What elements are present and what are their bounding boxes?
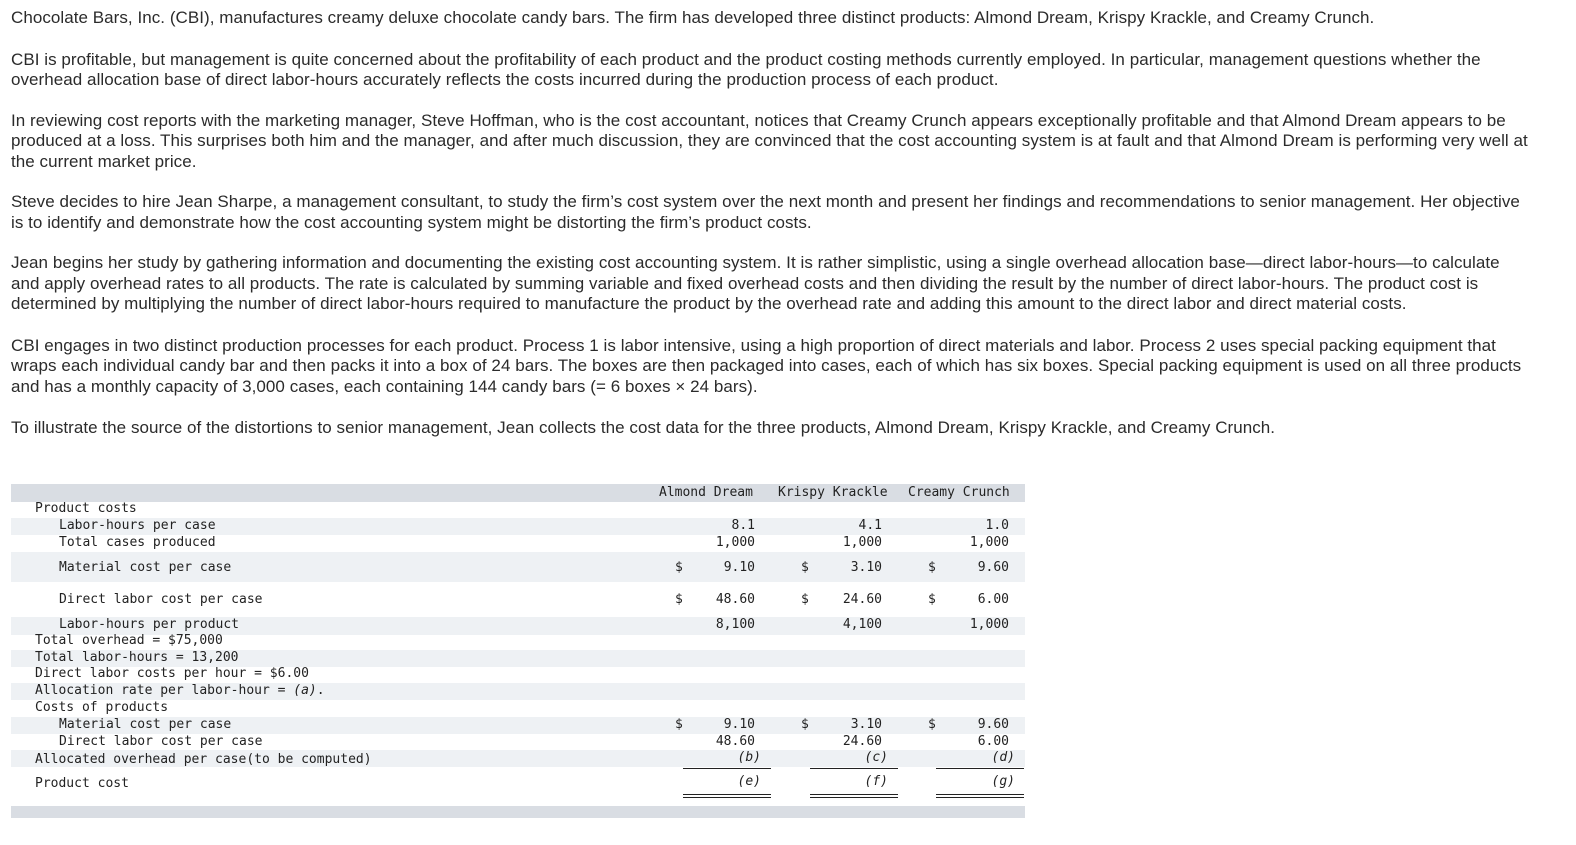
header-creamy-crunch: Creamy Crunch (908, 485, 1010, 500)
cell-costs-direct-labor-krispy: 24.60 (842, 734, 882, 749)
dollar-sign: $ (801, 717, 809, 732)
label-labor-hours-per-product: Labor-hours per product (59, 617, 240, 632)
allocation-rate-suffix: . (316, 683, 325, 698)
cell-allocated-overhead-krispy: (c) (864, 750, 888, 765)
problem-text (11, 8, 1531, 439)
cell-costs-material-almond: 9.10 (723, 717, 755, 732)
cell-product-cost-creamy: (g) (991, 774, 1015, 789)
label-direct-labor-cost-per-case: Direct labor cost per case (59, 592, 263, 607)
cell-labor-hours-krispy: 4.1 (858, 518, 882, 533)
cell-cases-creamy: 1,000 (969, 535, 1009, 550)
cell-costs-material-creamy: 9.60 (977, 717, 1009, 732)
label-direct-labor-cost-per-case-2: Direct labor cost per case (59, 734, 263, 749)
cell-labor-hours-creamy: 1.0 (985, 518, 1009, 533)
cell-material-almond: 9.10 (723, 560, 755, 575)
cell-labor-hours-product-almond: 8,100 (715, 617, 755, 632)
cell-cases-almond: 1,000 (715, 535, 755, 550)
cell-material-krispy: 3.10 (850, 560, 882, 575)
dollar-sign: $ (928, 592, 936, 607)
label-total-overhead: Total overhead = $75,000 (35, 633, 223, 648)
cell-labor-hours-product-krispy: 4,100 (842, 617, 882, 632)
label-total-labor-hours: Total labor-hours = 13,200 (35, 650, 239, 665)
cell-product-cost-krispy: (f) (864, 774, 888, 789)
dollar-sign: $ (928, 560, 936, 575)
cell-costs-direct-labor-almond: 48.60 (715, 734, 755, 749)
label-product-costs: Product costs (35, 501, 137, 516)
total-double-underline (810, 794, 898, 798)
paragraph-cost-system: Jean begins her study by gathering information and documenting the existing cost accounting system. It is rather simplistic, using a single overhead allocation base—direct labor-hours—to calculate and apply overhead rates to all products. The rate is calculated by summing variable and fixed overhead costs and then dividing the result by the number of direct labor-hours. The product cost is determined by multiplying the number of direct labor-hours required to manufacture the product by the overhead rate and adding this amount to the direct labor and direct material costs. (11, 253, 1500, 313)
paragraph-profitability: CBI is profitable, but management is quite concerned about the profitability of each product and the product costing methods currently employed. In particular, management questions whether the overhead allocation base of direct labor-hours accurately reflects the costs incurred during the production process of each product. (11, 49, 1481, 89)
paragraph-cost-reports: In reviewing cost reports with the marketing manager, Steve Hoffman, who is the cost accountant, notices that Creamy Crunch appears exceptionally profitable and that Almond Dream appears to be produced at a loss. This surprises both him and the manager, and after much discussion, they are convinced that the cost accounting system is at fault and that Almond Dream is performing very well at the current market price. (11, 110, 1528, 171)
subtotal-underline (936, 768, 1024, 769)
cell-cases-krispy: 1,000 (842, 535, 882, 550)
label-labor-hours-per-case: Labor-hours per case (59, 518, 216, 533)
cell-allocated-overhead-almond: (b) (737, 750, 761, 765)
dollar-sign: $ (675, 717, 683, 732)
cell-labor-hours-almond: 8.1 (731, 518, 755, 533)
allocation-rate-marker: (a) (293, 683, 317, 698)
header-almond-dream: Almond Dream (659, 485, 753, 500)
cell-labor-hours-product-creamy: 1,000 (969, 617, 1009, 632)
paragraph-processes: CBI engages in two distinct production processes for each product. Process 1 is labor intensive, using a high proportion of direct materials and labor. Process 2 uses special packing equipment that wraps each individual candy bar and then packs it into a box of 24 bars. The boxes are then packaged into cases, each of which has six boxes. Special packing equipment is used on all three products and has a monthly capacity of 3,000 cases, each containing 144 candy bars (= 6 boxes × 24 bars). (11, 335, 1522, 396)
total-double-underline (683, 794, 771, 798)
label-allocation-rate (35, 683, 325, 698)
label-direct-labor-costs-per-hour: Direct labor costs per hour = $6.00 (35, 666, 309, 681)
table-footer-band (11, 806, 1025, 818)
label-costs-of-products: Costs of products (35, 700, 169, 715)
label-total-cases-produced: Total cases produced (59, 535, 216, 550)
header-krispy-krackle: Krispy Krackle (778, 485, 888, 500)
cell-costs-direct-labor-creamy: 6.00 (977, 734, 1009, 749)
cell-direct-labor-creamy: 6.00 (977, 592, 1009, 607)
dollar-sign: $ (675, 592, 683, 607)
cell-direct-labor-krispy: 24.60 (842, 592, 882, 607)
dollar-sign: $ (801, 592, 809, 607)
label-material-cost-per-case-2: Material cost per case (59, 717, 232, 732)
allocation-rate-prefix: Allocation rate per labor-hour = (35, 683, 294, 698)
dollar-sign: $ (675, 560, 683, 575)
paragraph-consultant: Steve decides to hire Jean Sharpe, a management consultant, to study the firm’s cost system over the next month and present her findings and recommendations to senior management. Her objective is to identify and demonstrate how the cost accounting system might be distorting the firm’s product costs. (11, 192, 1520, 232)
subtotal-underline (683, 768, 771, 769)
cost-data-table (11, 484, 1025, 818)
subtotal-underline (810, 768, 898, 769)
paragraph-intro: Chocolate Bars, Inc. (CBI), manufactures creamy deluxe chocolate candy bars. The firm has developed three distinct products: Almond Dream, Krispy Krackle, and Creamy Crunch. (11, 8, 1375, 27)
label-material-cost-per-case: Material cost per case (59, 560, 232, 575)
total-double-underline (936, 794, 1024, 798)
label-allocated-overhead: Allocated overhead per case(to be computed) (35, 752, 372, 767)
cell-direct-labor-almond: 48.60 (715, 592, 755, 607)
cell-allocated-overhead-creamy: (d) (991, 750, 1015, 765)
paragraph-illustrate: To illustrate the source of the distortions to senior management, Jean collects the cost data for the three products, Almond Dream, Krispy Krackle, and Creamy Crunch. (11, 418, 1276, 437)
cell-costs-material-krispy: 3.10 (850, 717, 882, 732)
dollar-sign: $ (928, 717, 936, 732)
cell-material-creamy: 9.60 (977, 560, 1009, 575)
cell-product-cost-almond: (e) (737, 774, 761, 789)
label-product-cost: Product cost (35, 776, 129, 791)
dollar-sign: $ (801, 560, 809, 575)
